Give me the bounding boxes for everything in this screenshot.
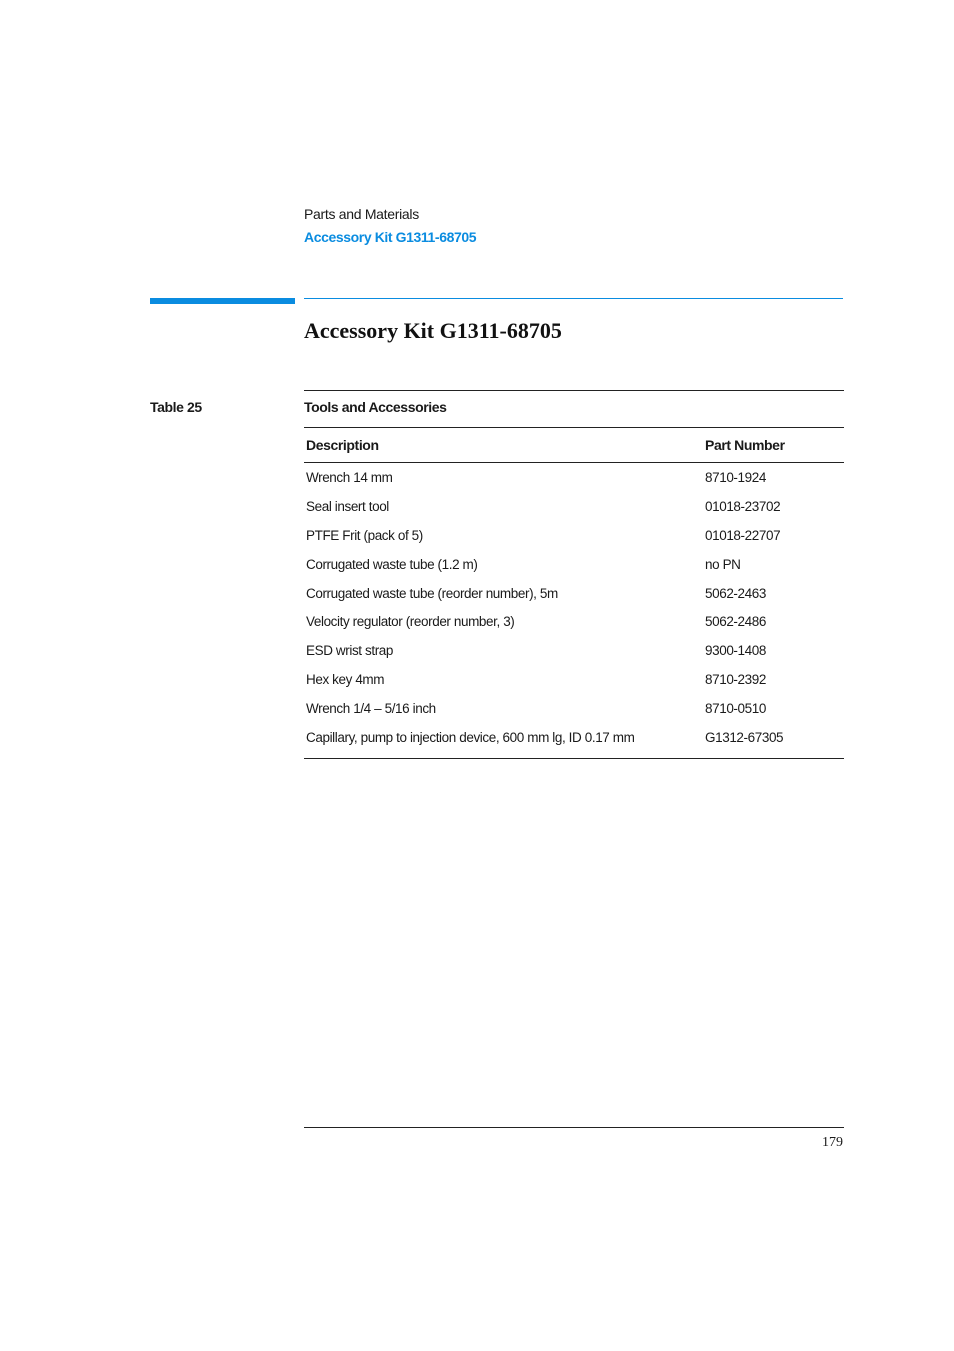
breadcrumb-chapter: Parts and Materials bbox=[304, 206, 419, 222]
table-row bbox=[304, 550, 844, 579]
cell-description: Hex key 4mm bbox=[306, 672, 385, 688]
table-row bbox=[304, 492, 844, 521]
table-number: Table 25 bbox=[150, 399, 202, 415]
column-header-description: Description bbox=[306, 437, 379, 453]
table-row bbox=[304, 463, 844, 492]
cell-part-number: 01018-22707 bbox=[705, 527, 781, 543]
cell-description: Seal insert tool bbox=[306, 498, 389, 514]
table-body bbox=[304, 463, 844, 759]
column-header-part-number: Part Number bbox=[705, 437, 785, 453]
cell-description: Wrench 1/4 – 5/16 inch bbox=[306, 701, 436, 717]
table-row bbox=[304, 723, 844, 752]
cell-part-number: 8710-2392 bbox=[705, 672, 766, 688]
cell-part-number: 5062-2486 bbox=[705, 614, 766, 630]
table-row bbox=[304, 521, 844, 550]
table-row bbox=[304, 607, 844, 636]
section-rule bbox=[304, 298, 843, 299]
page-title: Accessory Kit G1311-68705 bbox=[304, 318, 562, 343]
cell-description: Capillary, pump to injection device, 600 mm lg, ID 0.17 mm bbox=[306, 729, 635, 745]
table-row bbox=[304, 579, 844, 608]
cell-part-number: 8710-0510 bbox=[705, 701, 766, 717]
cell-part-number: no PN bbox=[705, 556, 741, 572]
parts-table bbox=[304, 390, 844, 759]
footer-rule bbox=[304, 1127, 844, 1128]
cell-description: PTFE Frit (pack of 5) bbox=[306, 527, 423, 543]
cell-part-number: 01018-23702 bbox=[705, 498, 781, 514]
table-caption: Tools and Accessories bbox=[304, 390, 844, 427]
table-row bbox=[304, 636, 844, 665]
cell-part-number: 9300-1408 bbox=[705, 643, 766, 659]
cell-description: Corrugated waste tube (reorder number), 5m bbox=[306, 585, 558, 601]
cell-description: Corrugated waste tube (1.2 m) bbox=[306, 556, 478, 572]
cell-description: ESD wrist strap bbox=[306, 643, 394, 659]
cell-description: Velocity regulator (reorder number, 3) bbox=[306, 614, 515, 630]
accent-bar bbox=[150, 298, 295, 304]
table-header-row bbox=[304, 427, 844, 463]
cell-part-number: G1312-67305 bbox=[705, 729, 784, 745]
table-row bbox=[304, 665, 844, 694]
breadcrumb-section: Accessory Kit G1311-68705 bbox=[304, 229, 477, 245]
cell-part-number: 8710-1924 bbox=[705, 469, 766, 485]
cell-description: Wrench 14 mm bbox=[306, 469, 393, 485]
table-row bbox=[304, 694, 844, 723]
page-number: 179 bbox=[822, 1135, 843, 1150]
cell-part-number: 5062-2463 bbox=[705, 585, 766, 601]
